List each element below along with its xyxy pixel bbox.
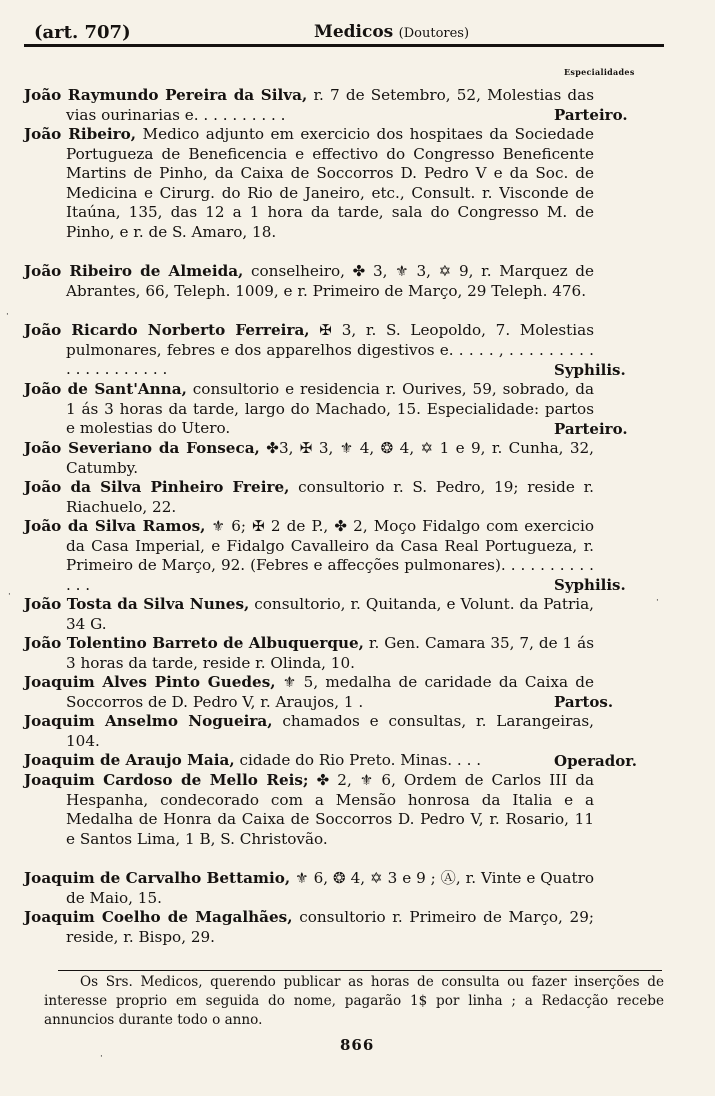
- doctor-name: João Ribeiro,: [24, 125, 137, 143]
- entry-text: consultorio e residencia r. Ourives, 59, sobrado, da 1 ás 3 horas da tarde, largo do Machado, 15. Especialidade: partos e molestias do Utero.: [66, 380, 595, 437]
- entry-text: consultorio r. S. Pedro, 19; reside r. Riachuelo, 22.: [66, 478, 594, 516]
- doctor-name: João Tosta da Silva Nunes,: [24, 595, 250, 613]
- title-doutores: (Doutores): [398, 26, 470, 41]
- list-item: [24, 771, 624, 869]
- entry-text: r. 7 de Setembro, 52, Molestias das vias ourinarias e. . . . . . . . . .: [66, 86, 594, 124]
- advertising-notice: Os Srs. Medicos, querendo publicar as horas de consulta ou fazer inserções de interesse proprio em seguida do nome, pagarão 1$ por linha ; a Redacção recebe annuncios durante todo o anno.: [44, 974, 664, 1028]
- doctor-name: Joaquim Anselmo Nogueira,: [24, 712, 273, 730]
- specialty-label: Operador.: [550, 752, 637, 772]
- list-item: [24, 517, 624, 595]
- doctor-name: Joaquim Coelho de Magalhães,: [24, 908, 293, 926]
- list-item: [24, 673, 624, 712]
- entry-text: Medico adjunto em exercicio dos hospitaes da Sociedade Portugueza de Beneficencia e effectivo do Congresso Beneficente Martins de Pinho, da Caixa de Soccorros D. Pedro V e da Soc. de Medicina e Cirurg. do Rio de Janeiro, etc., Consult. r. Visconde de Itaúna, 135, das 12 a 1 hora da tarde, sala do Congresso M. de Pinho, e r. de S. Amaro, 18.: [66, 125, 594, 241]
- page-number: 866: [340, 1036, 375, 1054]
- entry-text: r. Gen. Camara 35, 7, de 1 ás 3 horas da tarde, reside r. Olinda, 10.: [66, 634, 594, 672]
- entry-text: conselheiro, ✤ 3, ⚜ 3, ✡ 9, r. Marquez de Abrantes, 66, Teleph. 1009, e r. Primeiro de Março, 29 Teleph. 476.: [66, 262, 594, 300]
- page-header: [24, 20, 664, 47]
- list-item: [24, 439, 624, 478]
- doctor-name: Joaquim de Araujo Maia,: [24, 751, 235, 769]
- doctor-name: João Ribeiro de Almeida,: [24, 262, 244, 280]
- entry-text: chamados e consultas, r. Larangeiras, 104.: [66, 712, 595, 750]
- specialty-label: Parteiro.: [550, 106, 628, 126]
- print-speck: ·: [6, 310, 9, 320]
- specialties-column-label: Especialidades: [564, 67, 635, 77]
- entry-text: ⚜ 6, ❂ 4, ✡ 3 e 9 ; Ⓐ, r. Vinte e Quatro de Maio, 15.: [66, 869, 594, 907]
- list-item: [24, 86, 628, 125]
- doctor-name: João Raymundo Pereira da Silva,: [24, 86, 308, 104]
- page-title: [314, 22, 469, 42]
- doctor-name: João Tolentino Barreto de Albuquerque,: [24, 634, 364, 652]
- list-item: [24, 321, 624, 380]
- doctor-name: João Ricardo Norberto Ferreira,: [24, 321, 310, 339]
- title-medicos: Medicos: [314, 22, 394, 42]
- list-item: [24, 478, 624, 517]
- list-item: [24, 869, 624, 908]
- article-number: (art. 707): [34, 22, 131, 43]
- list-item: [24, 262, 624, 321]
- entry-text: ✠ 3, r. S. Leopoldo, 7. Molestias pulmonares, febres e dos apparelhos digestivos e. . . . . , . . . . . . . . . . . . . . . . . . . .: [66, 321, 594, 378]
- entry-text: consultorio, r. Quitanda, e Volunt. da Patria, 34 G.: [66, 595, 594, 633]
- list-item: [24, 712, 624, 751]
- entries-list: [24, 86, 637, 947]
- doctor-name: Joaquim de Carvalho Bettamio,: [24, 869, 291, 887]
- specialty-label: Partos.: [550, 693, 613, 713]
- entry-text: ⚜ 6; ✠ 2 de P., ✤ 2, Moço Fidalgo com exercicio da Casa Imperial, e Fidalgo Cavalleiro da Casa Real Portugueza, r. Primeiro de Março, 92. (Febres e affecções pulmonares). . . . . . . . . . . . .: [66, 517, 594, 594]
- specialty-label: Parteiro.: [550, 420, 628, 440]
- print-speck: ·: [8, 590, 11, 600]
- doctor-name: João da Silva Pinheiro Freire,: [24, 478, 290, 496]
- print-speck: ·: [100, 1052, 103, 1062]
- specialty-label: Syphilis.: [550, 576, 626, 596]
- doctor-name: João de Sant'Anna,: [24, 380, 187, 398]
- entry-text: ⚜ 5, medalha de caridade da Caixa de Soccorros de D. Pedro V, r. Araujos, 1 .: [66, 673, 594, 711]
- entry-text: ✤ 2, ⚜ 6, Ordem de Carlos III da Hespanha, condecorado com a Mensão honrosa da Italia e a Medalha de Honra da Caixa de Soccorros D. Pedro V, r. Rosario, 11 e Santos Lima, 1 B, S. Christovão.: [66, 771, 595, 848]
- list-item: [24, 595, 624, 634]
- doctor-name: João Severiano da Fonseca,: [24, 439, 260, 457]
- entry-text: consultorio r. Primeiro de Março, 29; reside, r. Bispo, 29.: [66, 908, 594, 946]
- entry-text: ✤3, ✠ 3, ⚜ 4, ❂ 4, ✡ 1 e 9, r. Cunha, 32, Catumby.: [66, 439, 594, 477]
- list-item: [24, 125, 624, 262]
- list-item: [24, 380, 628, 439]
- doctor-name: João da Silva Ramos,: [24, 517, 206, 535]
- list-item: [24, 751, 637, 771]
- doctor-name: Joaquim Cardoso de Mello Reis;: [24, 771, 309, 789]
- entry-text: cidade do Rio Preto. Minas. . . .: [239, 751, 482, 769]
- doctor-name: Joaquim Alves Pinto Guedes,: [24, 673, 276, 691]
- specialty-label: Syphilis.: [550, 361, 626, 381]
- list-item: [24, 634, 624, 673]
- print-speck: ·: [656, 596, 659, 606]
- notice-divider: [58, 970, 662, 971]
- list-item: [24, 908, 624, 947]
